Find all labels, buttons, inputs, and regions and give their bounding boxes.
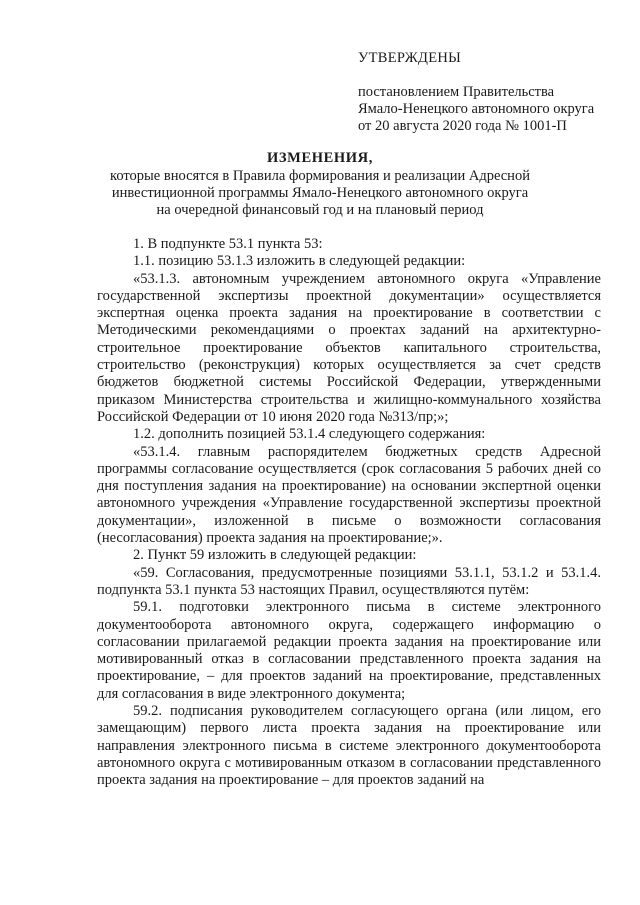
title-line-2: инвестиционной программы Ямало-Ненецкого автономного округа — [111, 185, 529, 201]
approval-heading: УТВЕРЖДЕНЫ — [358, 50, 462, 66]
approval-line-1: постановлением Правительства — [358, 84, 555, 100]
title-main: ИЗМЕНЕНИЯ, — [267, 150, 373, 166]
approval-stamp — [358, 50, 594, 135]
approval-line-3: от 20 августа 2020 года № 1001-П — [358, 118, 567, 134]
paragraph-59: «59. Согласования, предусмотренные позициями 53.1.1, 53.1.2 и 53.1.4. подпункта 53.1 пункта 53 настоящих Правил, осуществляются путём: — [97, 564, 601, 598]
paragraph-1-1: 1.1. позицию 53.1.3 изложить в следующей редакции: — [133, 253, 466, 270]
paragraph-1-2: 1.2. дополнить позицией 53.1.4 следующего содержания: — [133, 426, 486, 443]
paragraph-53-1-3: «53.1.3. автономным учреждением автономного округа «Управление государственной экспертизы проектной документации» осуществляется экспертная оценка проекта задания на проектирование в соответствии с Методическими рекомендациями о проектах заданий на архитектурно-строительное проектирование объектов капитального строительства, строительство (реконструкция) которых осуществляется за счет средств бюджетов бюджетной системы Российской Федерации, утвержденными приказом Министерства строительства и жилищно-коммунального хозяйства Российской Федерации от 10 июня 2020 года №313/пр;»; — [97, 270, 601, 425]
document-body — [97, 236, 601, 790]
title-line-3: на очередной финансовый год и на плановый период — [156, 202, 484, 218]
paragraph-1: 1. В подпункте 53.1 пункта 53: — [133, 236, 323, 252]
paragraph-2: 2. Пункт 59 изложить в следующей редакции: — [133, 547, 417, 564]
paragraph-53-1-4: «53.1.4. главным распорядителем бюджетных средств Адресной программы согласование осуществляется (срок согласования 5 рабочих дней со дня поступления задания на проектирование) на основании экспертной оценки автономного учреждения «Управление государственной экспертизы проектной документации», изложенной в письме о возможности согласования (несогласования) проекта задания на проектирование;». — [97, 443, 601, 547]
document-title — [0, 150, 640, 219]
paragraph-59-1: 59.1. подготовки электронного письма в системе электронного документооборота автономного округа, содержащего информацию о согласовании прилагаемой редакции проекта задания на проектирование или мотивированный отказ в согласовании представленного проекта задания на проектирование, – для проектов заданий на проектирование, представленных для согласования в виде электронного документа; — [97, 599, 601, 702]
approval-line-2: Ямало-Ненецкого автономного округа — [358, 101, 595, 117]
paragraph-59-2: 59.2. подписания руководителем согласующего органа (или лицом, его замещающим) первого листа проекта задания на проектирование или направления электронного письма в системе электронного документооборота автономного округа с мотивированным отказом в согласовании представленного проекта задания на проектирование – для проектов заданий на — [97, 703, 601, 789]
title-line-1: которые вносятся в Правила формирования и реализации Адресной — [110, 168, 530, 184]
